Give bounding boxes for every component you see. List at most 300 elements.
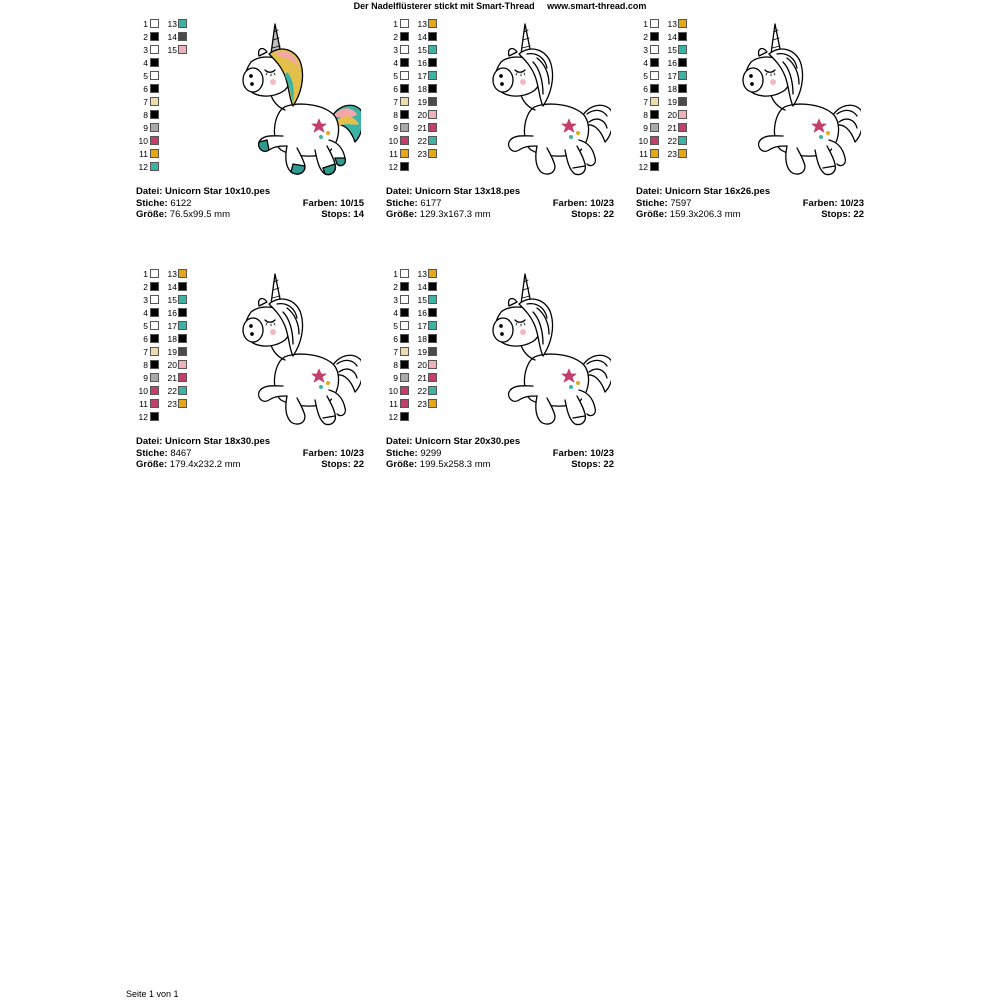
color-swatch: [650, 162, 659, 171]
file-name: Datei: Unicorn Star 18x30.pes: [136, 436, 271, 447]
swatch-number: 14: [167, 282, 177, 292]
stops-value: 22: [603, 209, 614, 220]
color-swatch: [650, 149, 659, 158]
color-swatch: [150, 282, 159, 291]
color-swatch-item: [417, 294, 477, 306]
design-info: [136, 436, 364, 471]
color-swatch: [400, 360, 409, 369]
color-swatch: [400, 97, 409, 106]
size-value: 159.3x206.3 mm: [669, 209, 741, 220]
swatch-number: 2: [643, 32, 648, 42]
swatch-number: 10: [638, 136, 648, 146]
color-swatch: [428, 282, 437, 291]
swatch-number: 4: [393, 58, 398, 68]
swatch-number: 6: [393, 84, 398, 94]
swatch-number: 14: [167, 32, 177, 42]
stitches-value: 6122: [170, 197, 192, 209]
color-swatch: [150, 373, 159, 382]
swatch-number: 17: [167, 321, 177, 331]
color-swatch-item: [667, 70, 727, 82]
color-swatch-item: [139, 148, 202, 160]
color-swatch: [178, 334, 187, 343]
color-swatch-item: [667, 96, 727, 108]
color-swatch: [150, 399, 159, 408]
color-swatch-item: [417, 44, 477, 56]
swatch-number: 16: [417, 308, 427, 318]
color-swatch-item: [417, 307, 477, 319]
color-swatch: [428, 84, 437, 93]
color-swatch: [428, 32, 437, 41]
color-swatch: [150, 58, 159, 67]
color-swatch: [428, 110, 437, 119]
swatch-number: 10: [138, 136, 148, 146]
color-swatch-item: [417, 109, 477, 121]
color-swatch-item: [167, 346, 227, 358]
swatch-number: 1: [643, 19, 648, 29]
color-swatch: [428, 399, 437, 408]
swatch-number: 9: [643, 123, 648, 133]
swatch-number: 21: [417, 123, 427, 133]
back-leg: [565, 146, 585, 175]
design-preview: [231, 268, 361, 438]
color-swatch: [150, 334, 159, 343]
color-swatch: [678, 110, 687, 119]
file-name: Datei: Unicorn Star 16x26.pes: [636, 186, 771, 197]
color-swatch: [428, 269, 437, 278]
design-info: [386, 186, 614, 221]
design-card: [636, 18, 876, 233]
color-swatch: [428, 295, 437, 304]
color-swatch: [400, 136, 409, 145]
back-leg: [315, 396, 335, 425]
color-swatch: [150, 149, 159, 158]
swatch-number: 6: [393, 334, 398, 344]
swatch-number: 12: [388, 162, 398, 172]
color-swatch-item: [388, 161, 452, 173]
size-value: 76.5x99.5 mm: [169, 209, 230, 220]
swatch-number: 7: [393, 97, 398, 107]
color-swatch: [678, 19, 687, 28]
color-swatch: [428, 97, 437, 106]
color-swatch: [678, 71, 687, 80]
color-swatch-item: [417, 346, 477, 358]
design-card: [136, 18, 376, 233]
color-swatch: [650, 110, 659, 119]
colors-label: Farben:: [302, 447, 338, 459]
color-swatch-item: [417, 57, 477, 69]
color-swatch: [400, 347, 409, 356]
color-swatch-item: [138, 161, 202, 173]
size-label: Größe:: [136, 209, 168, 220]
stops-label: Stops:: [321, 459, 351, 470]
swatch-number: 8: [393, 360, 398, 370]
swatch-number: 14: [417, 32, 427, 42]
color-swatch: [650, 136, 659, 145]
swatch-number: 11: [139, 399, 148, 409]
color-swatch-item: [142, 96, 202, 108]
color-swatch-item: [417, 122, 477, 134]
swatch-number: 12: [388, 412, 398, 422]
color-swatch: [178, 308, 187, 317]
color-swatch: [678, 97, 687, 106]
design-preview: [231, 18, 361, 188]
design-info: [636, 186, 864, 221]
swatch-number: 8: [393, 110, 398, 120]
color-swatch-item: [417, 320, 477, 332]
color-swatch: [150, 136, 159, 145]
color-swatch-item: [638, 161, 702, 173]
swatch-number: 12: [638, 162, 648, 172]
color-swatch: [428, 45, 437, 54]
color-swatch-item: [417, 372, 477, 384]
color-swatch: [400, 282, 409, 291]
swatch-number: 19: [667, 97, 677, 107]
color-swatch-item: [167, 372, 227, 384]
colors-label: Farben:: [802, 197, 838, 209]
color-swatch: [178, 32, 187, 41]
color-swatch-item: [417, 268, 477, 280]
color-swatch-item: [667, 31, 727, 43]
color-swatch: [150, 32, 159, 41]
swatch-number: 6: [643, 84, 648, 94]
color-swatch: [428, 58, 437, 67]
color-swatch: [150, 321, 159, 330]
color-swatch-item: [167, 307, 227, 319]
color-swatch: [650, 32, 659, 41]
unicorn-illustration: [243, 24, 361, 175]
unicorn-illustration: [493, 24, 611, 175]
swatch-number: 23: [667, 149, 677, 159]
swatch-number: 9: [393, 373, 398, 383]
color-swatch-item: [417, 148, 477, 160]
swatch-number: 20: [667, 110, 677, 120]
color-swatch-item: [667, 122, 727, 134]
colors-label: Farben:: [552, 197, 588, 209]
color-swatch-item: [138, 411, 202, 423]
size-label: Größe:: [386, 209, 418, 220]
color-swatch: [150, 295, 159, 304]
page-header: Der Nadelflüsterer stickt mit Smart-Thread www.smart-thread.com: [353, 1, 647, 11]
size-value: 129.3x167.3 mm: [419, 209, 491, 220]
color-swatch-item: [388, 411, 452, 423]
stops-value: 22: [853, 209, 864, 220]
color-swatch-item: [417, 96, 477, 108]
swatch-number: 9: [143, 373, 148, 383]
swatch-number: 10: [388, 136, 398, 146]
swatch-number: 7: [143, 97, 148, 107]
color-swatch: [400, 295, 409, 304]
design-card: [386, 268, 626, 483]
color-swatch: [400, 71, 409, 80]
color-swatch-item: [417, 398, 477, 410]
swatch-number: 11: [139, 149, 148, 159]
swatch-number: 18: [167, 334, 177, 344]
color-swatch-item: [167, 359, 227, 371]
swatch-number: 11: [389, 149, 398, 159]
color-swatch: [678, 136, 687, 145]
color-swatch: [650, 97, 659, 106]
swatch-number: 22: [417, 386, 427, 396]
color-swatch: [428, 123, 437, 132]
swatch-number: 7: [143, 347, 148, 357]
color-swatch: [428, 19, 437, 28]
colors-value: 10/23: [590, 197, 614, 209]
swatch-number: 17: [417, 71, 427, 81]
stitches-label: Stiche:: [636, 197, 668, 209]
color-swatch: [400, 373, 409, 382]
color-swatch-item: [417, 333, 477, 345]
color-swatch-item: [167, 31, 227, 43]
color-swatch: [428, 360, 437, 369]
swatch-number: 15: [167, 295, 177, 305]
color-swatch-item: [167, 268, 227, 280]
swatch-number: 20: [167, 360, 177, 370]
color-swatch: [178, 295, 187, 304]
swatch-number: 3: [643, 45, 648, 55]
color-swatch: [428, 334, 437, 343]
color-swatch: [178, 399, 187, 408]
swatch-number: 14: [667, 32, 677, 42]
color-swatch: [400, 19, 409, 28]
size-label: Größe:: [636, 209, 668, 220]
stops-label: Stops:: [571, 459, 601, 470]
color-swatch: [650, 58, 659, 67]
color-swatch: [400, 269, 409, 278]
color-swatch: [178, 19, 187, 28]
color-swatch: [150, 84, 159, 93]
color-swatch: [400, 123, 409, 132]
colors-label: Farben:: [302, 197, 338, 209]
unicorn-illustration: [493, 274, 611, 425]
color-swatch: [428, 373, 437, 382]
swatch-number: 23: [417, 149, 427, 159]
design-preview: [481, 268, 611, 438]
swatch-number: 23: [167, 399, 177, 409]
color-swatch-item: [167, 44, 227, 56]
color-swatch-item: [167, 18, 227, 30]
design-preview: [731, 18, 861, 188]
swatch-number: 8: [643, 110, 648, 120]
color-swatch: [178, 347, 187, 356]
color-swatch: [150, 71, 159, 80]
color-swatch: [150, 412, 159, 421]
color-swatch: [400, 162, 409, 171]
swatch-number: 20: [417, 110, 427, 120]
swatch-number: 15: [667, 45, 677, 55]
swatch-number: 11: [389, 399, 398, 409]
colors-value: 10/23: [340, 447, 364, 459]
color-swatch: [150, 386, 159, 395]
file-name: Datei: Unicorn Star 20x30.pes: [386, 436, 521, 447]
swatch-number: 3: [143, 45, 148, 55]
swatch-number: 13: [667, 19, 677, 29]
color-swatch-item: [667, 148, 727, 160]
swatch-number: 10: [388, 386, 398, 396]
size-value: 199.5x258.3 mm: [419, 459, 491, 470]
color-swatch: [400, 84, 409, 93]
swatch-number: 19: [417, 97, 427, 107]
swatch-number: 19: [167, 347, 177, 357]
swatch-number: 5: [393, 71, 398, 81]
color-swatch-item: [417, 135, 477, 147]
swatch-number: 1: [143, 269, 148, 279]
color-swatch-item: [667, 109, 727, 121]
color-swatch-item: [667, 83, 727, 95]
unicorn-illustration: [743, 24, 861, 175]
design-info: [386, 436, 614, 471]
color-swatch: [650, 84, 659, 93]
swatch-number: 2: [143, 282, 148, 292]
stitches-value: 9299: [420, 447, 442, 459]
swatch-number: 14: [417, 282, 427, 292]
swatch-number: 3: [143, 295, 148, 305]
color-swatch-item: [167, 294, 227, 306]
swatch-number: 12: [138, 412, 148, 422]
swatch-number: 22: [167, 386, 177, 396]
color-swatch: [428, 136, 437, 145]
colors-value: 10/15: [340, 197, 364, 209]
swatch-number: 5: [143, 71, 148, 81]
swatch-number: 21: [167, 373, 177, 383]
swatch-number: 6: [143, 334, 148, 344]
swatch-number: 13: [417, 269, 427, 279]
swatch-number: 15: [417, 45, 427, 55]
swatch-number: 15: [167, 45, 177, 55]
color-swatch-item: [667, 57, 727, 69]
color-swatch: [150, 110, 159, 119]
color-swatch: [650, 19, 659, 28]
swatch-number: 15: [417, 295, 427, 305]
swatch-number: 18: [417, 334, 427, 344]
size-value: 179.4x232.2 mm: [169, 459, 241, 470]
color-swatch: [400, 399, 409, 408]
swatch-number: 7: [643, 97, 648, 107]
color-swatch: [178, 373, 187, 382]
color-swatch: [400, 58, 409, 67]
color-swatch: [150, 123, 159, 132]
stitches-value: 8467: [170, 447, 192, 459]
file-name: Datei: Unicorn Star 10x10.pes: [136, 186, 271, 197]
swatch-number: 3: [393, 295, 398, 305]
swatch-number: 4: [643, 58, 648, 68]
swatch-number: 13: [417, 19, 427, 29]
color-swatch: [150, 97, 159, 106]
stops-value: 22: [353, 459, 364, 470]
color-swatch: [150, 360, 159, 369]
swatch-number: 23: [417, 399, 427, 409]
swatch-number: 13: [167, 19, 177, 29]
swatch-number: 1: [393, 269, 398, 279]
color-swatch: [400, 45, 409, 54]
color-swatch-item: [667, 135, 727, 147]
color-swatch: [400, 386, 409, 395]
stops-value: 22: [603, 459, 614, 470]
color-swatch-item: [167, 320, 227, 332]
unicorn-illustration: [243, 274, 361, 425]
color-swatch: [150, 269, 159, 278]
swatch-number: 20: [417, 360, 427, 370]
color-swatch: [178, 386, 187, 395]
swatch-number: 4: [143, 308, 148, 318]
design-info: [136, 186, 364, 221]
swatch-number: 10: [138, 386, 148, 396]
color-swatch: [650, 71, 659, 80]
design-card: [386, 18, 626, 233]
swatch-number: 12: [138, 162, 148, 172]
color-swatch-item: [417, 31, 477, 43]
back-leg: [815, 146, 835, 175]
color-swatch: [678, 32, 687, 41]
color-swatch-item: [138, 135, 202, 147]
swatch-number: 16: [167, 308, 177, 318]
color-swatch: [150, 162, 159, 171]
color-swatch-item: [142, 57, 202, 69]
swatch-number: 8: [143, 360, 148, 370]
color-swatch-item: [417, 70, 477, 82]
stops-label: Stops:: [571, 209, 601, 220]
color-swatch-item: [142, 109, 202, 121]
swatch-number: 2: [393, 282, 398, 292]
color-swatch: [178, 321, 187, 330]
color-swatch-item: [167, 333, 227, 345]
color-swatch: [428, 71, 437, 80]
color-swatch: [650, 45, 659, 54]
stitches-value: 7597: [670, 197, 692, 209]
stitches-label: Stiche:: [386, 197, 418, 209]
color-swatch: [428, 149, 437, 158]
color-swatch-item: [417, 281, 477, 293]
color-swatch: [428, 308, 437, 317]
stops-value: 14: [353, 209, 364, 220]
color-swatch: [400, 321, 409, 330]
color-swatch: [150, 45, 159, 54]
color-swatch: [150, 19, 159, 28]
color-swatch-item: [142, 83, 202, 95]
color-swatch: [400, 308, 409, 317]
swatch-number: 8: [143, 110, 148, 120]
swatch-number: 2: [393, 32, 398, 42]
color-swatch: [400, 334, 409, 343]
back-leg: [565, 396, 585, 425]
color-swatch: [178, 360, 187, 369]
swatch-number: 16: [667, 58, 677, 68]
color-swatch: [178, 45, 187, 54]
color-swatch-item: [667, 44, 727, 56]
color-swatch: [678, 149, 687, 158]
colors-value: 10/23: [840, 197, 864, 209]
colors-value: 10/23: [590, 447, 614, 459]
color-swatch: [400, 110, 409, 119]
swatch-number: 21: [667, 123, 677, 133]
color-swatch-item: [167, 398, 227, 410]
color-swatch-item: [167, 281, 227, 293]
swatch-number: 22: [667, 136, 677, 146]
color-swatch: [650, 123, 659, 132]
stitches-value: 6177: [420, 197, 442, 209]
swatch-number: 5: [143, 321, 148, 331]
color-swatch: [178, 282, 187, 291]
swatch-number: 18: [667, 84, 677, 94]
color-swatch-item: [417, 359, 477, 371]
swatch-number: 17: [667, 71, 677, 81]
color-swatch: [150, 347, 159, 356]
color-swatch: [400, 32, 409, 41]
swatch-number: 9: [143, 123, 148, 133]
swatch-number: 17: [417, 321, 427, 331]
color-swatch-item: [417, 18, 477, 30]
color-swatch: [678, 123, 687, 132]
swatch-number: 19: [417, 347, 427, 357]
